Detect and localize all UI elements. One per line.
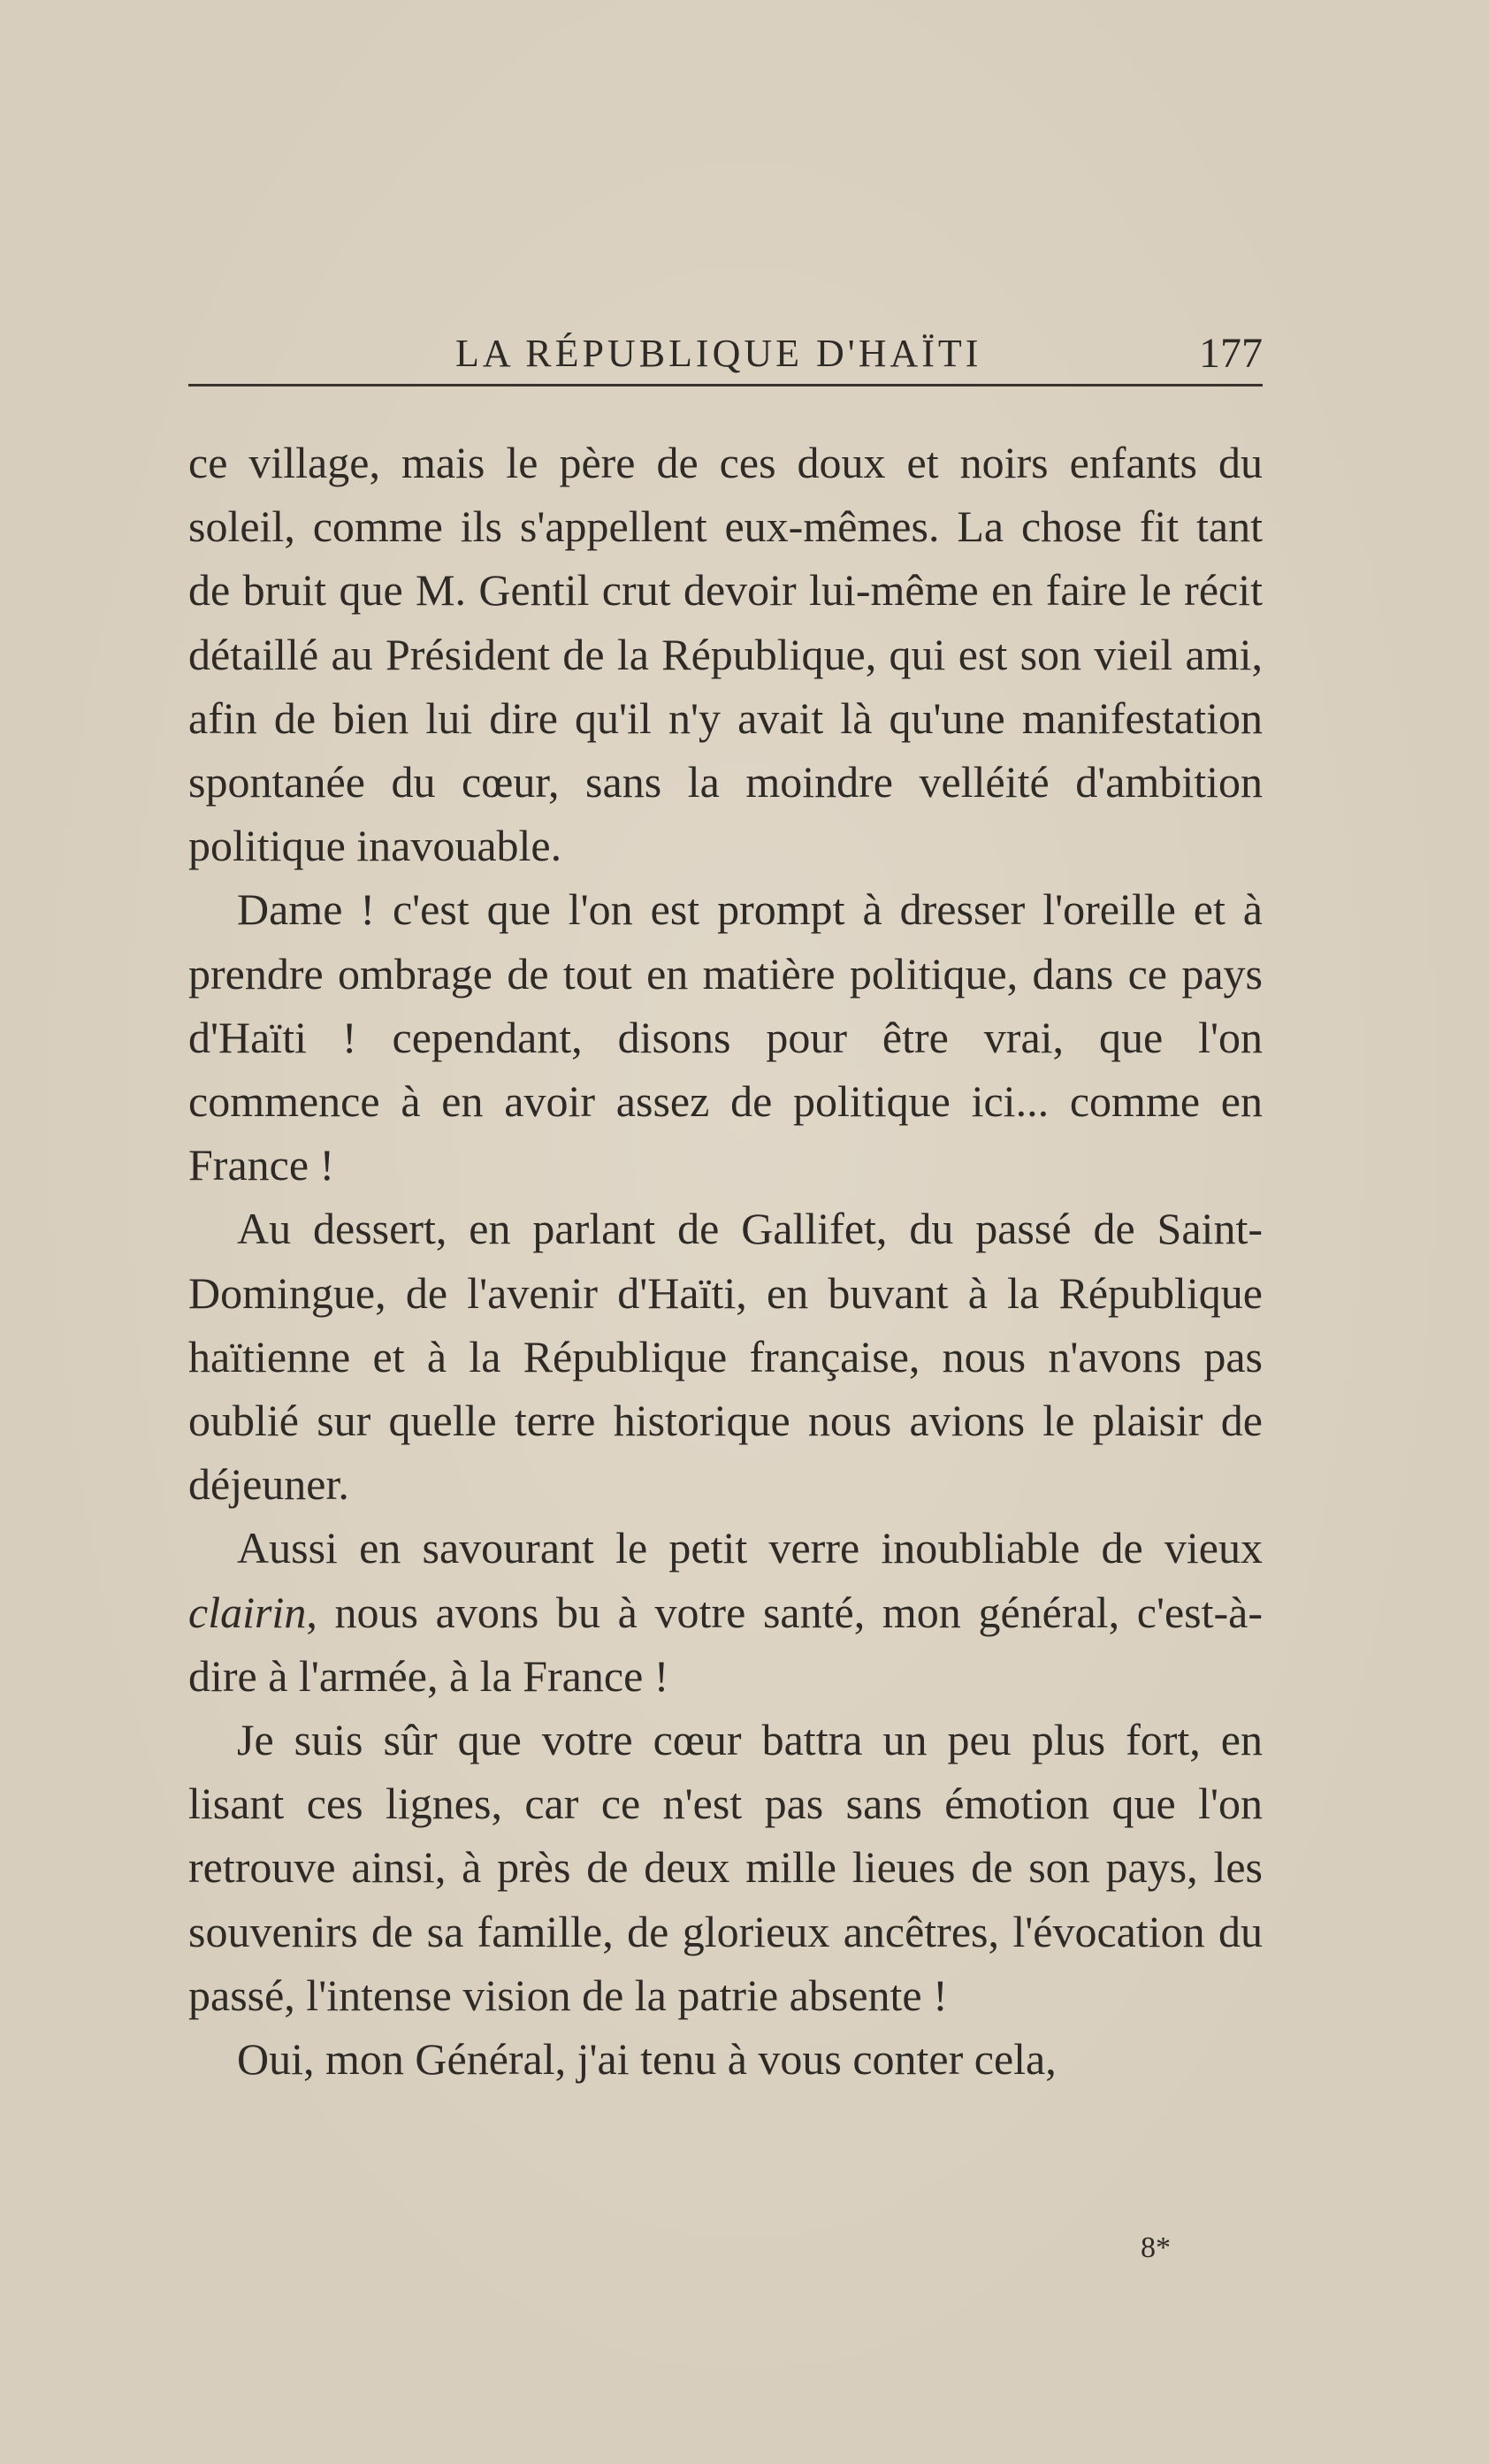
paragraph-4-end: , nous avons bu à votre santé, mon général, c'est-à-dire à l'armée, à la France ! (188, 1587, 1263, 1701)
body-text (188, 431, 1263, 2091)
header-rule (188, 384, 1263, 386)
signature-mark: 8* (1141, 2231, 1171, 2264)
page-header (188, 325, 1263, 382)
paragraph-4 (188, 1516, 1263, 1708)
paragraph-2: Dame ! c'est que l'on est prompt à dresser l'oreille et à prendre ombrage de tout en matière politique, dans ce pays d'Haïti ! cependant, disons pour être vrai, que l'on commence à en avoir assez de politique ici... comme en France ! (188, 884, 1263, 1190)
paragraph-3: Au dessert, en parlant de Gallifet, du passé de Saint-Domingue, de l'avenir d'Haïti, en buvant à la République haïtienne et à la République française, nous n'avons pas oublié sur quelle terre historique nous avions le plaisir de déjeuner. (188, 1204, 1263, 1510)
paragraph-6: Oui, mon Général, j'ai tenu à vous conter cela, (237, 2034, 1057, 2085)
paragraph-1: ce village, mais le père de ces doux et noirs enfants du soleil, comme ils s'appellent eux-mêmes. La chose fit tant de bruit que M. Gentil crut devoir lui-même en faire le récit détaillé au Président de la République, qui est son vieil ami, afin de bien lui dire qu'il n'y avait là qu'une manifestation spontanée du cœur, sans la moindre velléité d'ambition politique inavouable. (188, 438, 1263, 871)
page-number: 177 (1199, 330, 1263, 377)
italic-term: clairin (188, 1587, 307, 1637)
paragraph-4-start: Aussi en savourant le petit verre inoubliable de vieux (237, 1523, 1263, 1573)
paragraph-5: Je suis sûr que votre cœur battra un peu plus fort, en lisant ces lignes, car ce n'est pas sans émotion que l'on retrouve ainsi, à près de deux mille lieues de son pays, les souvenirs de sa famille, de glorieux ancêtres, l'évocation du passé, l'intense vision de la patrie absente ! (188, 1715, 1263, 2020)
running-title: LA RÉPUBLIQUE D'HAÏTI (455, 332, 982, 375)
